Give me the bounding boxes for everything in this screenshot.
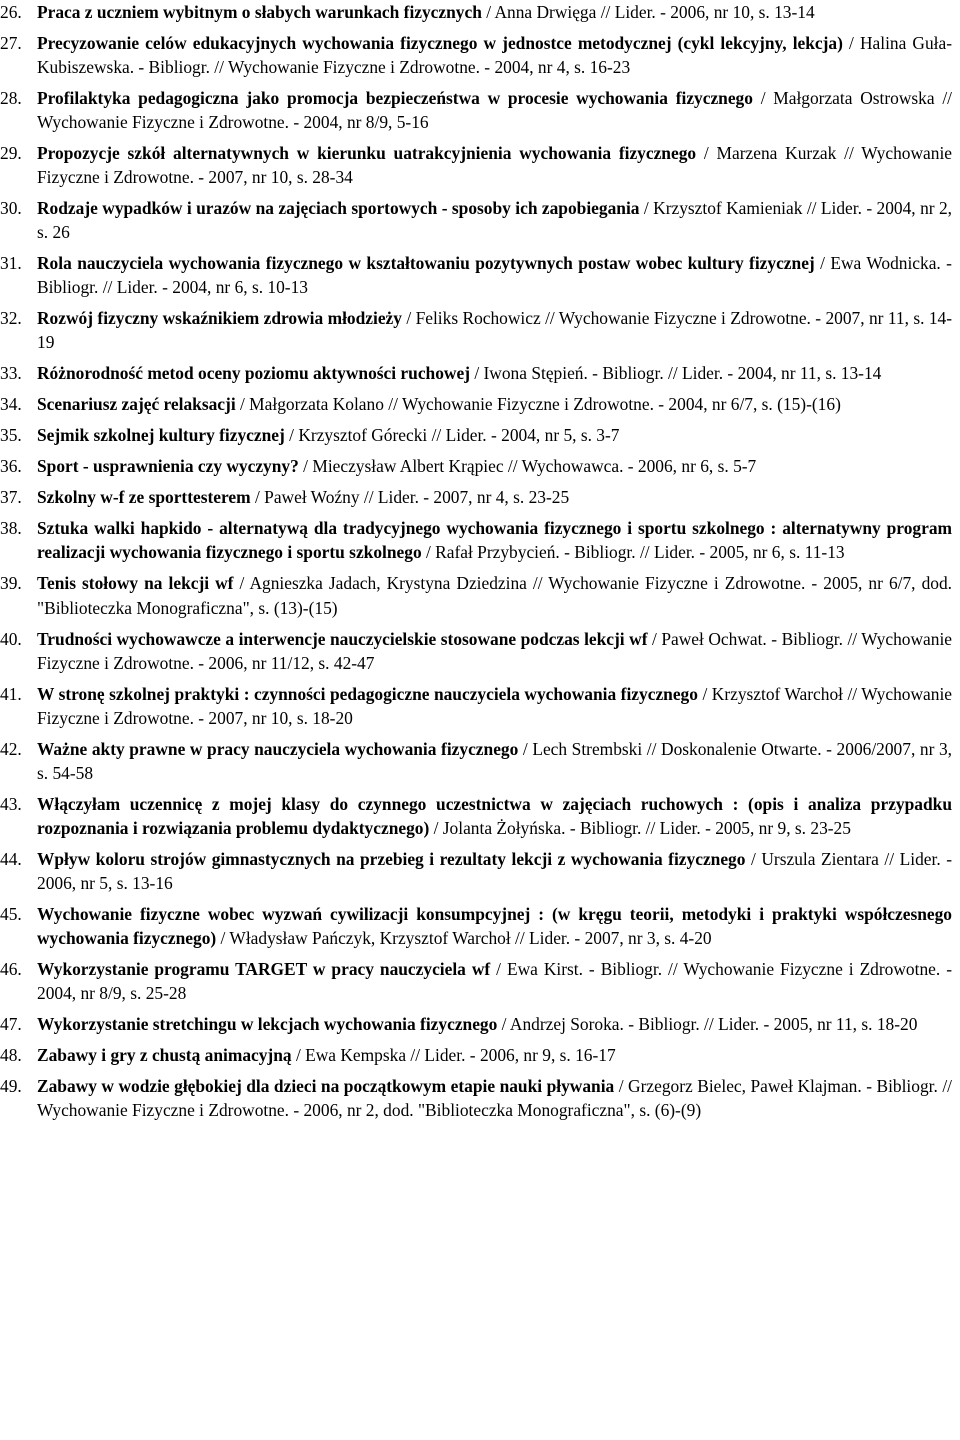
entry-number: 47. xyxy=(0,1014,22,1035)
entry-number: 27. xyxy=(0,32,22,53)
entry-title: Trudności wychowawcze a interwencje nauczycielskie stosowane podczas lekcji wf xyxy=(37,628,648,649)
entry-details: / Paweł Woźny // Lider. - 2007, nr 4, s. 23-25 xyxy=(250,487,570,508)
entry-title: Propozycje szkół alternatywnych w kierunku uatrakcyjnienia wychowania fizycznego xyxy=(37,143,697,164)
bibliography-entry xyxy=(0,392,952,416)
bibliography-entry xyxy=(0,792,952,840)
entry-details: / Małgorzata Ostrowska // Wychowanie Fizyczne i Zdrowotne. - 2004, nr 8/9, 5-16 xyxy=(37,88,952,133)
entry-details: / Anna Drwięga // Lider. - 2006, nr 10, s. 13-14 xyxy=(481,2,815,22)
entry-number: 28. xyxy=(0,88,22,109)
entry-title: Szkolny w-f ze sporttesterem xyxy=(37,487,251,508)
entry-details: / Grzegorz Bielec, Paweł Klajman. - Bibliogr. // Wychowanie Fizyczne i Zdrowotne. - 2006, nr 2, dod. "Biblioteczka Monograficzna", s. (6)-(9) xyxy=(37,1076,952,1121)
entry-number: 43. xyxy=(0,793,22,814)
entry-details: / Jolanta Żołyńska. - Bibliogr. // Lider. - 2005, nr 9, s. 23-25 xyxy=(429,817,851,838)
entry-number: 34. xyxy=(0,394,22,415)
entry-title: Rozwój fizyczny wskaźnikiem zdrowia młodzieży xyxy=(37,308,402,329)
bibliography-entry xyxy=(0,1043,952,1067)
bibliography-entry xyxy=(0,571,952,619)
entry-title: Wykorzystanie stretchingu w lekcjach wychowania fizycznego xyxy=(37,1014,498,1035)
bibliography-entry xyxy=(0,737,952,785)
entry-title: Sejmik szkolnej kultury fizycznej xyxy=(37,425,285,446)
bibliography-entry xyxy=(0,1074,952,1122)
entry-title: Precyzowanie celów edukacyjnych wychowania fizycznego w jednostce metodycznej (cykl lekcyjny, lekcja) xyxy=(37,32,843,53)
bibliography-entry xyxy=(0,196,952,244)
entry-number: 36. xyxy=(0,456,22,477)
entry-title: Wykorzystanie programu TARGET w pracy nauczyciela wf xyxy=(37,959,491,979)
entry-details: / Andrzej Soroka. - Bibliogr. // Lider. - 2005, nr 11, s. 18-20 xyxy=(497,1014,918,1035)
entry-details: / Agnieszka Jadach, Krystyna Dziedzina // Wychowanie Fizyczne i Zdrowotne. - 2005, nr 6/7, dod. "Biblioteczka Monograficzna", s. (13)-(15) xyxy=(37,573,952,618)
entry-number: 26. xyxy=(0,2,22,22)
bibliography-entry xyxy=(0,847,952,895)
entry-details: / Małgorzata Kolano // Wychowanie Fizyczne i Zdrowotne. - 2004, nr 6/7, s. (15)-(16) xyxy=(235,394,841,415)
entry-number: 30. xyxy=(0,198,22,219)
entry-number: 35. xyxy=(0,425,22,446)
bibliography-entry xyxy=(0,361,952,385)
entry-number: 38. xyxy=(0,518,22,539)
entry-details: / Ewa Wodnicka. - Bibliogr. // Lider. - 2004, nr 6, s. 10-13 xyxy=(37,253,952,298)
entry-details: / Władysław Pańczyk, Krzysztof Warchoł // Lider. - 2007, nr 3, s. 4-20 xyxy=(216,928,712,949)
entry-details: / Lech Strembski // Doskonalenie Otwarte. - 2006/2007, nr 3, s. 54-58 xyxy=(37,738,952,783)
bibliography-entry xyxy=(0,423,952,447)
entry-title: Wychowanie fizyczne wobec wyzwań cywilizacji konsumpcyjnej : (w kręgu teorii, metodyki i praktyki współczesnego wychowania fizycznego) xyxy=(37,903,952,949)
bibliography-entry xyxy=(0,0,952,24)
entry-number: 41. xyxy=(0,683,22,704)
bibliography-entry xyxy=(0,251,952,299)
entry-details: / Halina Guła-Kubiszewska. - Bibliogr. // Wychowanie Fizyczne i Zdrowotne. - 2004, nr 4, s. 16-23 xyxy=(37,32,953,78)
entry-title: W stronę szkolnej praktyki : czynności pedagogiczne nauczyciela wychowania fizycznego xyxy=(37,683,698,704)
bibliography-entry xyxy=(0,957,952,1005)
entry-number: 44. xyxy=(0,848,22,869)
bibliography-entry xyxy=(0,86,952,134)
bibliography-entry xyxy=(0,682,952,730)
bibliography-entry xyxy=(0,627,952,675)
bibliography-entry xyxy=(0,454,952,478)
entry-number: 29. xyxy=(0,143,22,164)
bibliography-entry xyxy=(0,516,952,564)
entry-title: Ważne akty prawne w pracy nauczyciela wychowania fizycznego xyxy=(37,738,519,759)
entry-details: / Krzysztof Warchoł // Wychowanie Fizyczne i Zdrowotne. - 2007, nr 10, s. 18-20 xyxy=(37,683,952,728)
entry-title: Różnorodność metod oceny poziomu aktywności ruchowej xyxy=(37,363,470,384)
entry-number: 42. xyxy=(0,738,22,759)
entry-title: Sport - usprawnienia czy wyczyny? xyxy=(37,456,299,477)
entry-details: / Paweł Ochwat. - Bibliogr. // Wychowanie Fizyczne i Zdrowotne. - 2006, nr 11/12, s. 42-47 xyxy=(37,628,952,673)
entry-title: Tenis stołowy na lekcji wf xyxy=(37,573,234,594)
entry-number: 48. xyxy=(0,1045,22,1066)
entry-details: / Urszula Zientara // Lider. - 2006, nr 5, s. 13-16 xyxy=(37,848,953,893)
entry-title: Rodzaje wypadków i urazów na zajęciach sportowych - sposoby ich zapobiegania xyxy=(37,198,640,219)
bibliography-entry xyxy=(0,1012,952,1036)
entry-title: Praca z uczniem wybitnym o słabych warunkach fizycznych xyxy=(37,2,482,22)
entry-details: / Ewa Kirst. - Bibliogr. // Wychowanie Fizyczne i Zdrowotne. - 2004, nr 8/9, s. 25-28 xyxy=(37,959,952,1004)
entry-title: Profilaktyka pedagogiczna jako promocja bezpieczeństwa w procesie wychowania fizycznego xyxy=(37,88,753,109)
bibliography-entry xyxy=(0,485,952,509)
entry-title: Zabawy w wodzie głębokiej dla dzieci na początkowym etapie nauki pływania xyxy=(37,1076,615,1097)
bibliography-entry xyxy=(0,306,952,354)
entry-title: Włączyłam uczennicę z mojej klasy do czynnego uczestnictwa w zajęciach ruchowych : (opis i analiza przypadku rozpoznania i rozwiązania problemu dydaktycznego) xyxy=(37,793,952,838)
entry-number: 40. xyxy=(0,628,22,649)
entry-details: / Krzysztof Górecki // Lider. - 2004, nr 5, s. 3-7 xyxy=(284,425,620,446)
entry-details: / Krzysztof Kamieniak // Lider. - 2004, nr 2, s. 26 xyxy=(37,198,952,243)
entry-title: Rola nauczyciela wychowania fizycznego w kształtowaniu pozytywnych postaw wobec kultury fizycznej xyxy=(37,253,815,274)
entry-details: / Rafał Przybycień. - Bibliogr. // Lider. - 2005, nr 6, s. 11-13 xyxy=(421,542,845,563)
entry-title: Scenariusz zajęć relaksacji xyxy=(37,394,236,415)
entry-number: 49. xyxy=(0,1076,22,1097)
entry-number: 31. xyxy=(0,253,22,274)
bibliography-entry xyxy=(0,31,952,79)
entry-details: / Mieczysław Albert Krąpiec // Wychowawca. - 2006, nr 6, s. 5-7 xyxy=(298,456,757,477)
entry-details: / Marzena Kurzak // Wychowanie Fizyczne i Zdrowotne. - 2007, nr 10, s. 28-34 xyxy=(37,143,952,188)
entry-details: / Iwona Stępień. - Bibliogr. // Lider. - 2004, nr 11, s. 13-14 xyxy=(469,363,882,384)
entry-number: 32. xyxy=(0,308,22,329)
bibliography-entry xyxy=(0,902,952,950)
entry-title: Sztuka walki hapkido - alternatywą dla tradycyjnego wychowania fizycznego i sportu szkolnego : alternatywny program realizacji wychowania fizycznego i sportu szkolnego xyxy=(37,518,952,563)
entry-number: 45. xyxy=(0,903,22,924)
entry-number: 37. xyxy=(0,487,22,508)
entry-title: Zabawy i gry z chustą animacyjną xyxy=(37,1045,292,1066)
entry-details: / Ewa Kempska // Lider. - 2006, nr 9, s. 16-17 xyxy=(291,1045,616,1066)
entry-number: 46. xyxy=(0,959,22,979)
entry-title: Wpływ koloru strojów gimnastycznych na przebieg i rezultaty lekcji z wychowania fizycznego xyxy=(37,848,746,869)
bibliography-entry xyxy=(0,141,952,189)
entry-number: 33. xyxy=(0,363,22,384)
entry-details: / Feliks Rochowicz // Wychowanie Fizyczne i Zdrowotne. - 2007, nr 11, s. 14-19 xyxy=(37,308,952,353)
entry-number: 39. xyxy=(0,573,22,594)
